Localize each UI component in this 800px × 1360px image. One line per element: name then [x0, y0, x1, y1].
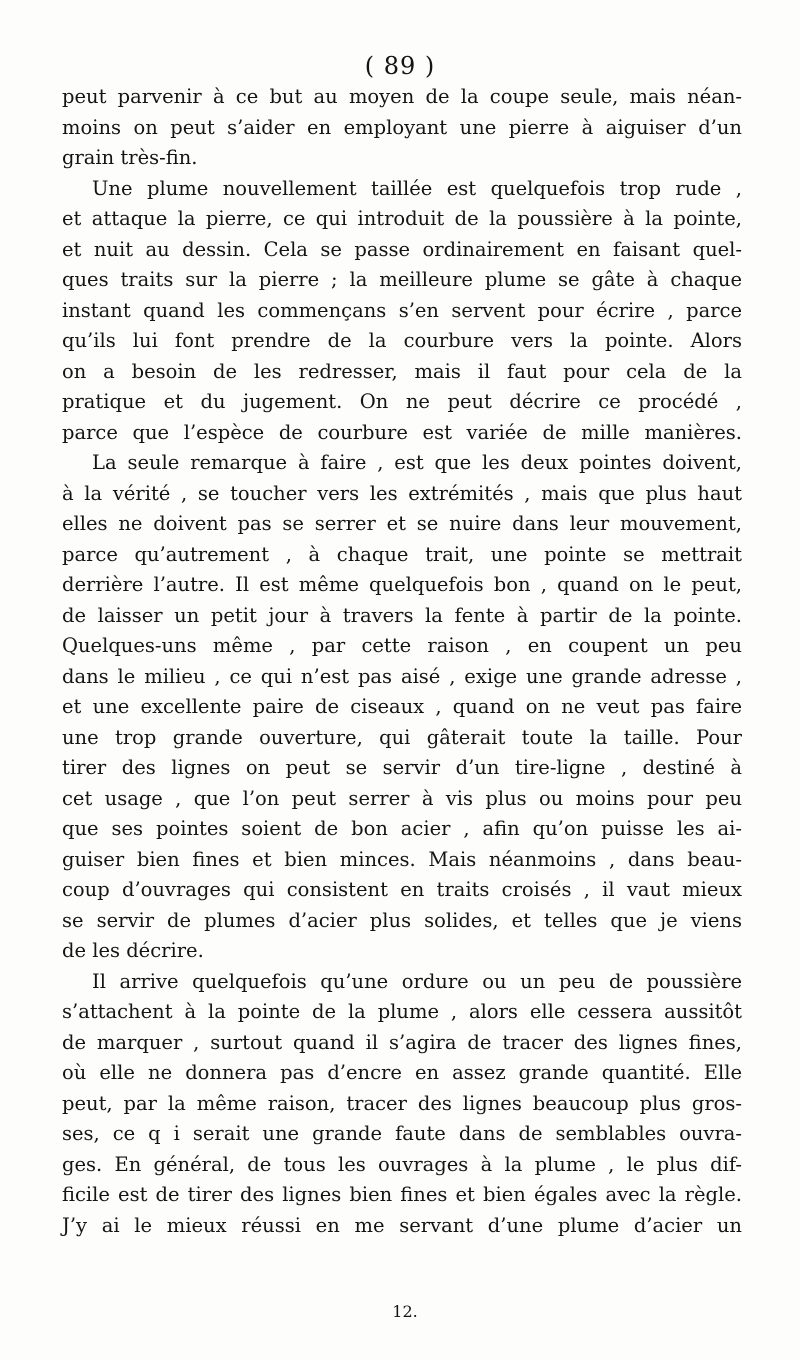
text-line: cet usage , que l’on peut serrer à vis plus ou moins pour peu [62, 786, 742, 810]
text-line: moins on peut s’aider en employant une pierre à aiguiser d’un [62, 115, 742, 139]
text-line: Une plume nouvellement taillée est quelquefois trop rude , [92, 176, 742, 200]
text-line: derrière l’autre. Il est même quelquefois bon , quand on le peut, [62, 573, 742, 596]
text-line: pratique et du jugement. On ne peut décrire ce procédé , [62, 390, 742, 413]
text-line: dans le milieu , ce qui n’est pas aisé , exige une grande adresse , [62, 664, 742, 688]
text-line: de marquer , surtout quand il s’agira de tracer des lignes fines, [62, 1030, 742, 1054]
text-line: ges. En général, de tous les ouvrages à la plume , le plus dif- [62, 1152, 742, 1176]
text-line: et une excellente paire de ciseaux , quand on ne veut pas faire [62, 695, 742, 718]
text-line: de les décrire. [62, 939, 204, 962]
text-line: peut parvenir à ce but au moyen de la coupe seule, mais néan- [62, 85, 742, 108]
text-line: et attaque la pierre, ce qui introduit de la poussière à la pointe, [62, 207, 742, 230]
text-line: peut, par la même raison, tracer des lignes beaucoup plus gros- [62, 1091, 742, 1115]
text-line: à la vérité , se toucher vers les extrémités , mais que plus haut [62, 481, 742, 505]
text-line: qu’ils lui font prendre de la courbure vers la pointe. Alors [62, 329, 742, 352]
text-line: J’y ai le mieux réussi en me servant d’une plume d’acier un [62, 1213, 742, 1237]
text-line: tirer des lignes on peut se servir d’un tire-ligne , destiné à [62, 756, 742, 779]
text-line: s’attachent à la pointe de la plume , alors elle cessera aussitôt [62, 1000, 742, 1023]
text-line: coup d’ouvrages qui consistent en traits croisés , il vaut mieux [62, 878, 742, 901]
text-line: où elle ne donnera pas d’encre en assez grande quantité. Elle [62, 1061, 742, 1084]
signature-mark: 12. [392, 1302, 418, 1321]
text-line: elles ne doivent pas se serrer et se nuire dans leur mouvement, [62, 512, 742, 535]
text-line: on a besoin de les redresser, mais il faut pour cela de la [62, 359, 742, 383]
text-line: une trop grande ouverture, qui gâterait toute la taille. Pour [62, 725, 742, 749]
text-line: instant quand les commençans s’en servent pour écrire , parce [62, 298, 742, 322]
text-line: guiser bien fines et bien minces. Mais néanmoins , dans beau- [62, 847, 742, 871]
text-line: et nuit au dessin. Cela se passe ordinairement en faisant quel- [62, 237, 742, 261]
text-line: grain très-fin. [62, 146, 198, 169]
text-line: de laisser un petit jour à travers la fente à partir de la pointe. [62, 603, 742, 627]
text-line: La seule remarque à faire , est que les deux pointes doivent, [92, 451, 742, 474]
text-line: Quelques-uns même , par cette raison , en coupent un peu [62, 634, 742, 657]
text-line: parce que l’espèce de courbure est variée de mille manières. [62, 420, 742, 444]
text-line: ses, ce q i serait une grande faute dans de semblables ouvra- [62, 1122, 742, 1145]
text-line: Il arrive quelquefois qu’une ordure ou un peu de poussière [92, 969, 742, 993]
text-line: ficile est de tirer des lignes bien fines et bien égales avec la règle. [62, 1183, 742, 1206]
text-line: parce qu’autrement , à chaque trait, une pointe se mettrait [62, 542, 742, 566]
page-number: ( 89 ) [364, 52, 436, 80]
body-text [62, 82, 742, 1241]
text-line: se servir de plumes d’acier plus solides, et telles que je viens [62, 908, 742, 932]
text-line: que ses pointes soient de bon acier , afin qu’on puisse les ai- [62, 817, 742, 840]
text-line: ques traits sur la pierre ; la meilleure plume se gâte à chaque [62, 268, 742, 291]
